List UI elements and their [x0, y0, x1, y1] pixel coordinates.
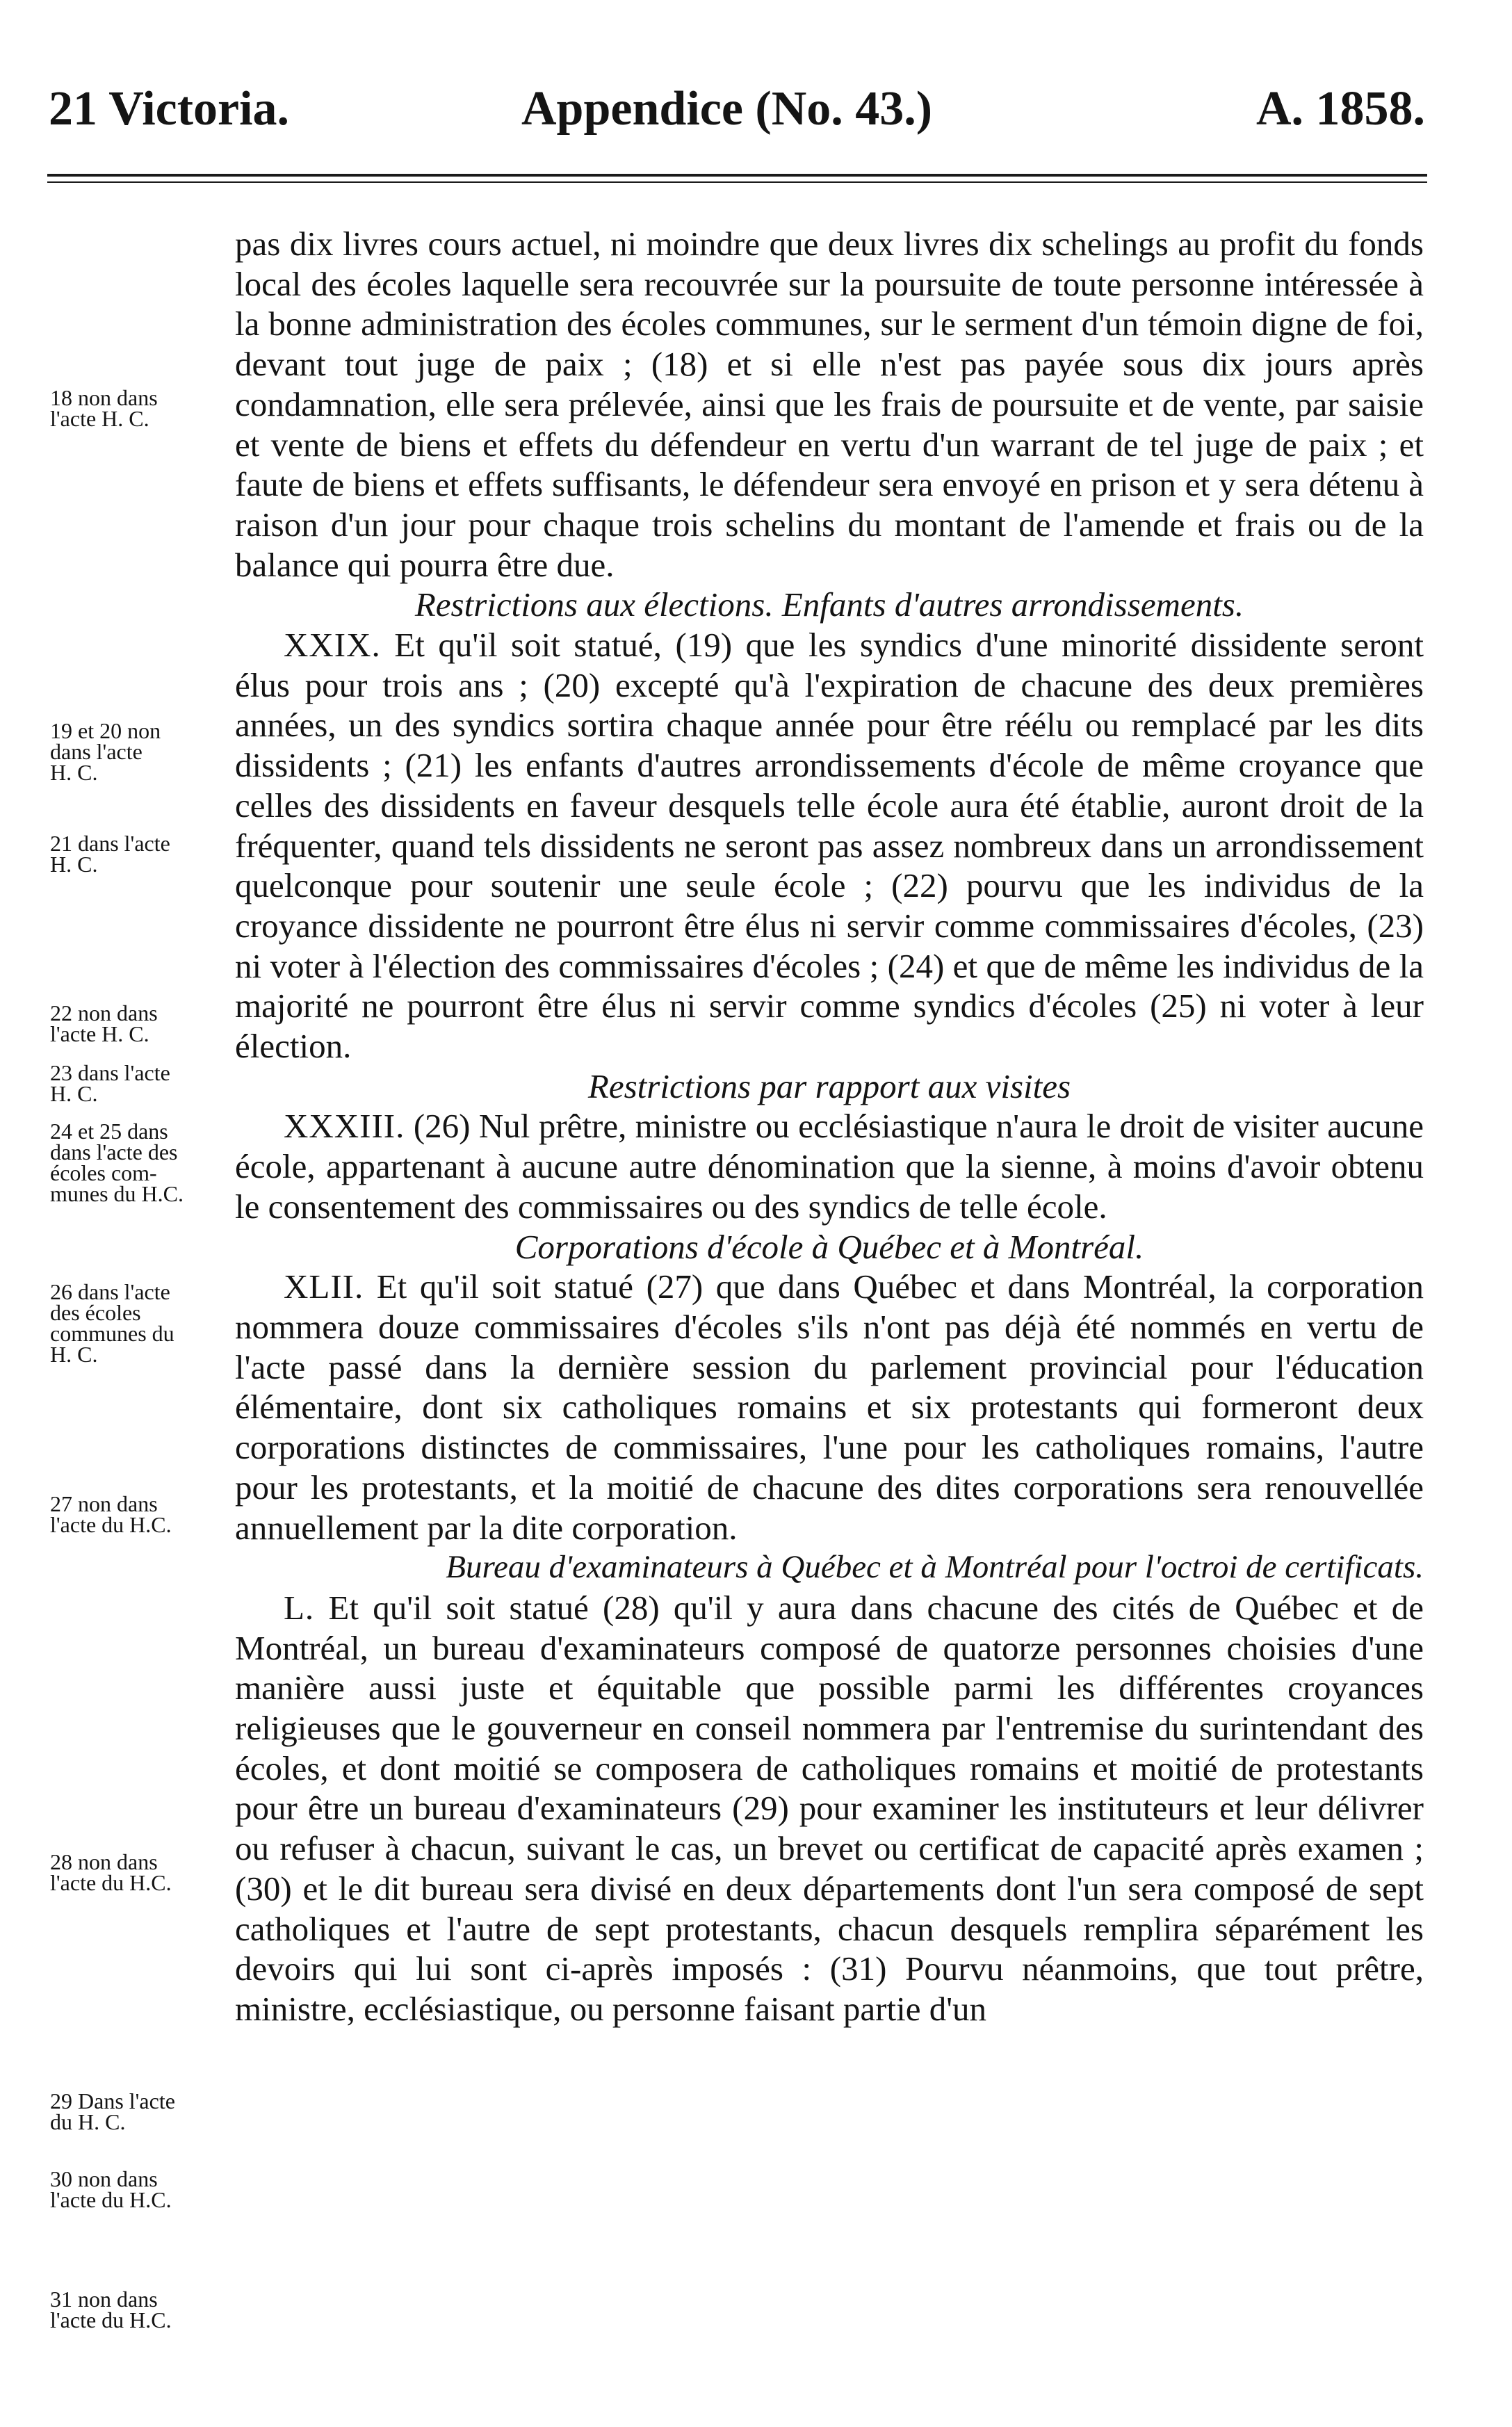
margin-note-28: 28 non dans l'acte du H.C. [50, 1849, 172, 1895]
heading-restrictions-visites: Restrictions par rapport aux visites [587, 1066, 1071, 1105]
margin-note-27: 27 non dans l'acte du H.C. [50, 1491, 172, 1537]
section-number: XXXIII. [284, 1107, 405, 1146]
section-number: L. [284, 1588, 315, 1627]
heading-bureau-examinateurs: Bureau d'examinateurs à Québec et à Montréal pour l'octroi de certificats. [446, 1549, 1424, 1586]
section-xxix [235, 625, 1424, 1066]
section-number: XLII. [284, 1267, 364, 1306]
heading-corporations: Corporations d'école à Québec et à Montréal. [514, 1227, 1144, 1266]
header-rule [47, 174, 1427, 183]
section-l [235, 1588, 1424, 2029]
section-body: Et qu'il soit statué (28) qu'il y aura dans chacune des cités de Québec et de Montréal, un bureau d'examinateurs composé de quatorze personnes choisies d'une manière aussi juste et équitable que possible parmi les différentes croyances religieuses que le gouverneur en conseil nommera par l'entremise du surintendant des écoles, et dont moitié se composera de catholiques romains et moitié de protestants pour être un bureau d'examinateurs (29) pour examiner les instituteurs et leur délivrer ou refuser à chacun, suivant le cas, un brevet ou certificat de capacité après examen ; (30) et le dit bureau sera divisé en deux départements dont l'un sera composé de sept catholiques et l'autre de sept protestants, chacun desquels remplira séparément les devoirs qui lui sont ci-après imposés : (31) Pourvu néanmoins, que tout prêtre, ministre, ecclésiastique, ou personne faisant partie d'un [235, 1588, 1424, 2028]
margin-note-23: 23 dans l'acte H. C. [50, 1060, 170, 1106]
section-xlii [235, 1267, 1424, 1548]
section-body: (26) Nul prêtre, ministre ou ecclésiastique n'aura le droit de visiter aucune école, appartenant à aucune autre dénomination que la sienne, à moins d'avoir obtenu le consentement des commissaires ou des syndics de telle école. [235, 1107, 1424, 1226]
section-number: XXIX. [284, 626, 381, 665]
margin-note-19-20: 19 et 20 non dans l'acte H. C. [50, 718, 161, 785]
margin-note-30: 30 non dans l'acte du H.C. [50, 2166, 172, 2212]
margin-note-26: 26 dans l'acte des écoles communes du H. C. [50, 1279, 174, 1367]
margin-note-22: 22 non dans l'acte H. C. [50, 1000, 158, 1046]
paragraph-continuation: pas dix livres cours actuel, ni moindre que deux livres dix schelings au profit du fonds local des écoles laquelle sera recouvrée sur la poursuite de toute personne intéressée à la bonne administration des écoles communes, sur le serment d'un témoin digne de foi, devant tout juge de paix ; (18) et si elle n'est pas payée sous dix jours après condamnation, elle sera prélevée, ainsi que les frais de poursuite et de vente, par saisie et vente de biens et effets du défendeur en vertu d'un warrant de tel juge de paix ; et faute de biens et effets suffisants, le défendeur sera envoyé en prison et y sera détenu à raison d'un jour pour chaque trois schelins du montant de l'amende et frais ou de la balance qui pourra être due. [235, 225, 1424, 584]
section-xxxiii [235, 1106, 1424, 1226]
section-body: Et qu'il soit statué (27) que dans Québec et dans Montréal, la corporation nommera douze commissaires d'écoles s'ils n'ont pas déjà été nommés en vertu de l'acte passé dans la dernière session du parlement provincial pour l'éducation élémentaire, dont six catholiques romains et six protestants qui formeront deux corporations distinctes de commissaires, l'une pour les catholiques romains, l'autre pour les protestants, et la moitié de chacune des dites corporations sera renouvellée annuellement par la dite corporation. [235, 1267, 1424, 1547]
heading-restrictions-elections: Restrictions aux élections. Enfants d'autres arrondissements. [414, 585, 1244, 624]
margin-note-21: 21 dans l'acte H. C. [50, 831, 170, 877]
header-appendix: Appendice (No. 43.) [521, 82, 933, 136]
header-year: A. 1858. [1255, 82, 1425, 136]
page-header [49, 78, 1425, 140]
header-volume: 21 Victoria. [49, 82, 290, 136]
margin-note-29: 29 Dans l'acte du H. C. [50, 2088, 175, 2134]
margin-note-24-25: 24 et 25 dans dans l'acte des écoles com- munes du H.C. [50, 1119, 184, 1206]
main-text [235, 224, 1424, 2029]
section-body: Et qu'il soit statué, (19) que les syndics d'une minorité dissidente seront élus pour trois ans ; (20) excepté qu'à l'expiration de chacune des deux premières années, un des syndics sortira chaque année pour être réélu ou remplacé par les dits dissidents ; (21) les enfants d'autres arrondissements d'école de même croyance que celles des dissidents en faveur desquels telle école aura été établie, auront droit de la fréquenter, quand tels dissidents ne seront pas assez nombreux dans un arrondissement quelconque pour soutenir une seule école ; (22) pourvu que les individus de la croyance dissidente ne pourront être élus ni servir comme commissaires d'écoles, (23) ni voter à l'élection des commissaires d'écoles ; (24) et que de même les individus de la majorité ne pourront être élus ni servir comme syndics d'écoles (25) ni voter à leur élection. [235, 626, 1424, 1066]
margin-note-31: 31 non dans l'acte du H.C. [50, 2287, 172, 2332]
margin-note-18: 18 non dans l'acte H. C. [50, 385, 158, 431]
